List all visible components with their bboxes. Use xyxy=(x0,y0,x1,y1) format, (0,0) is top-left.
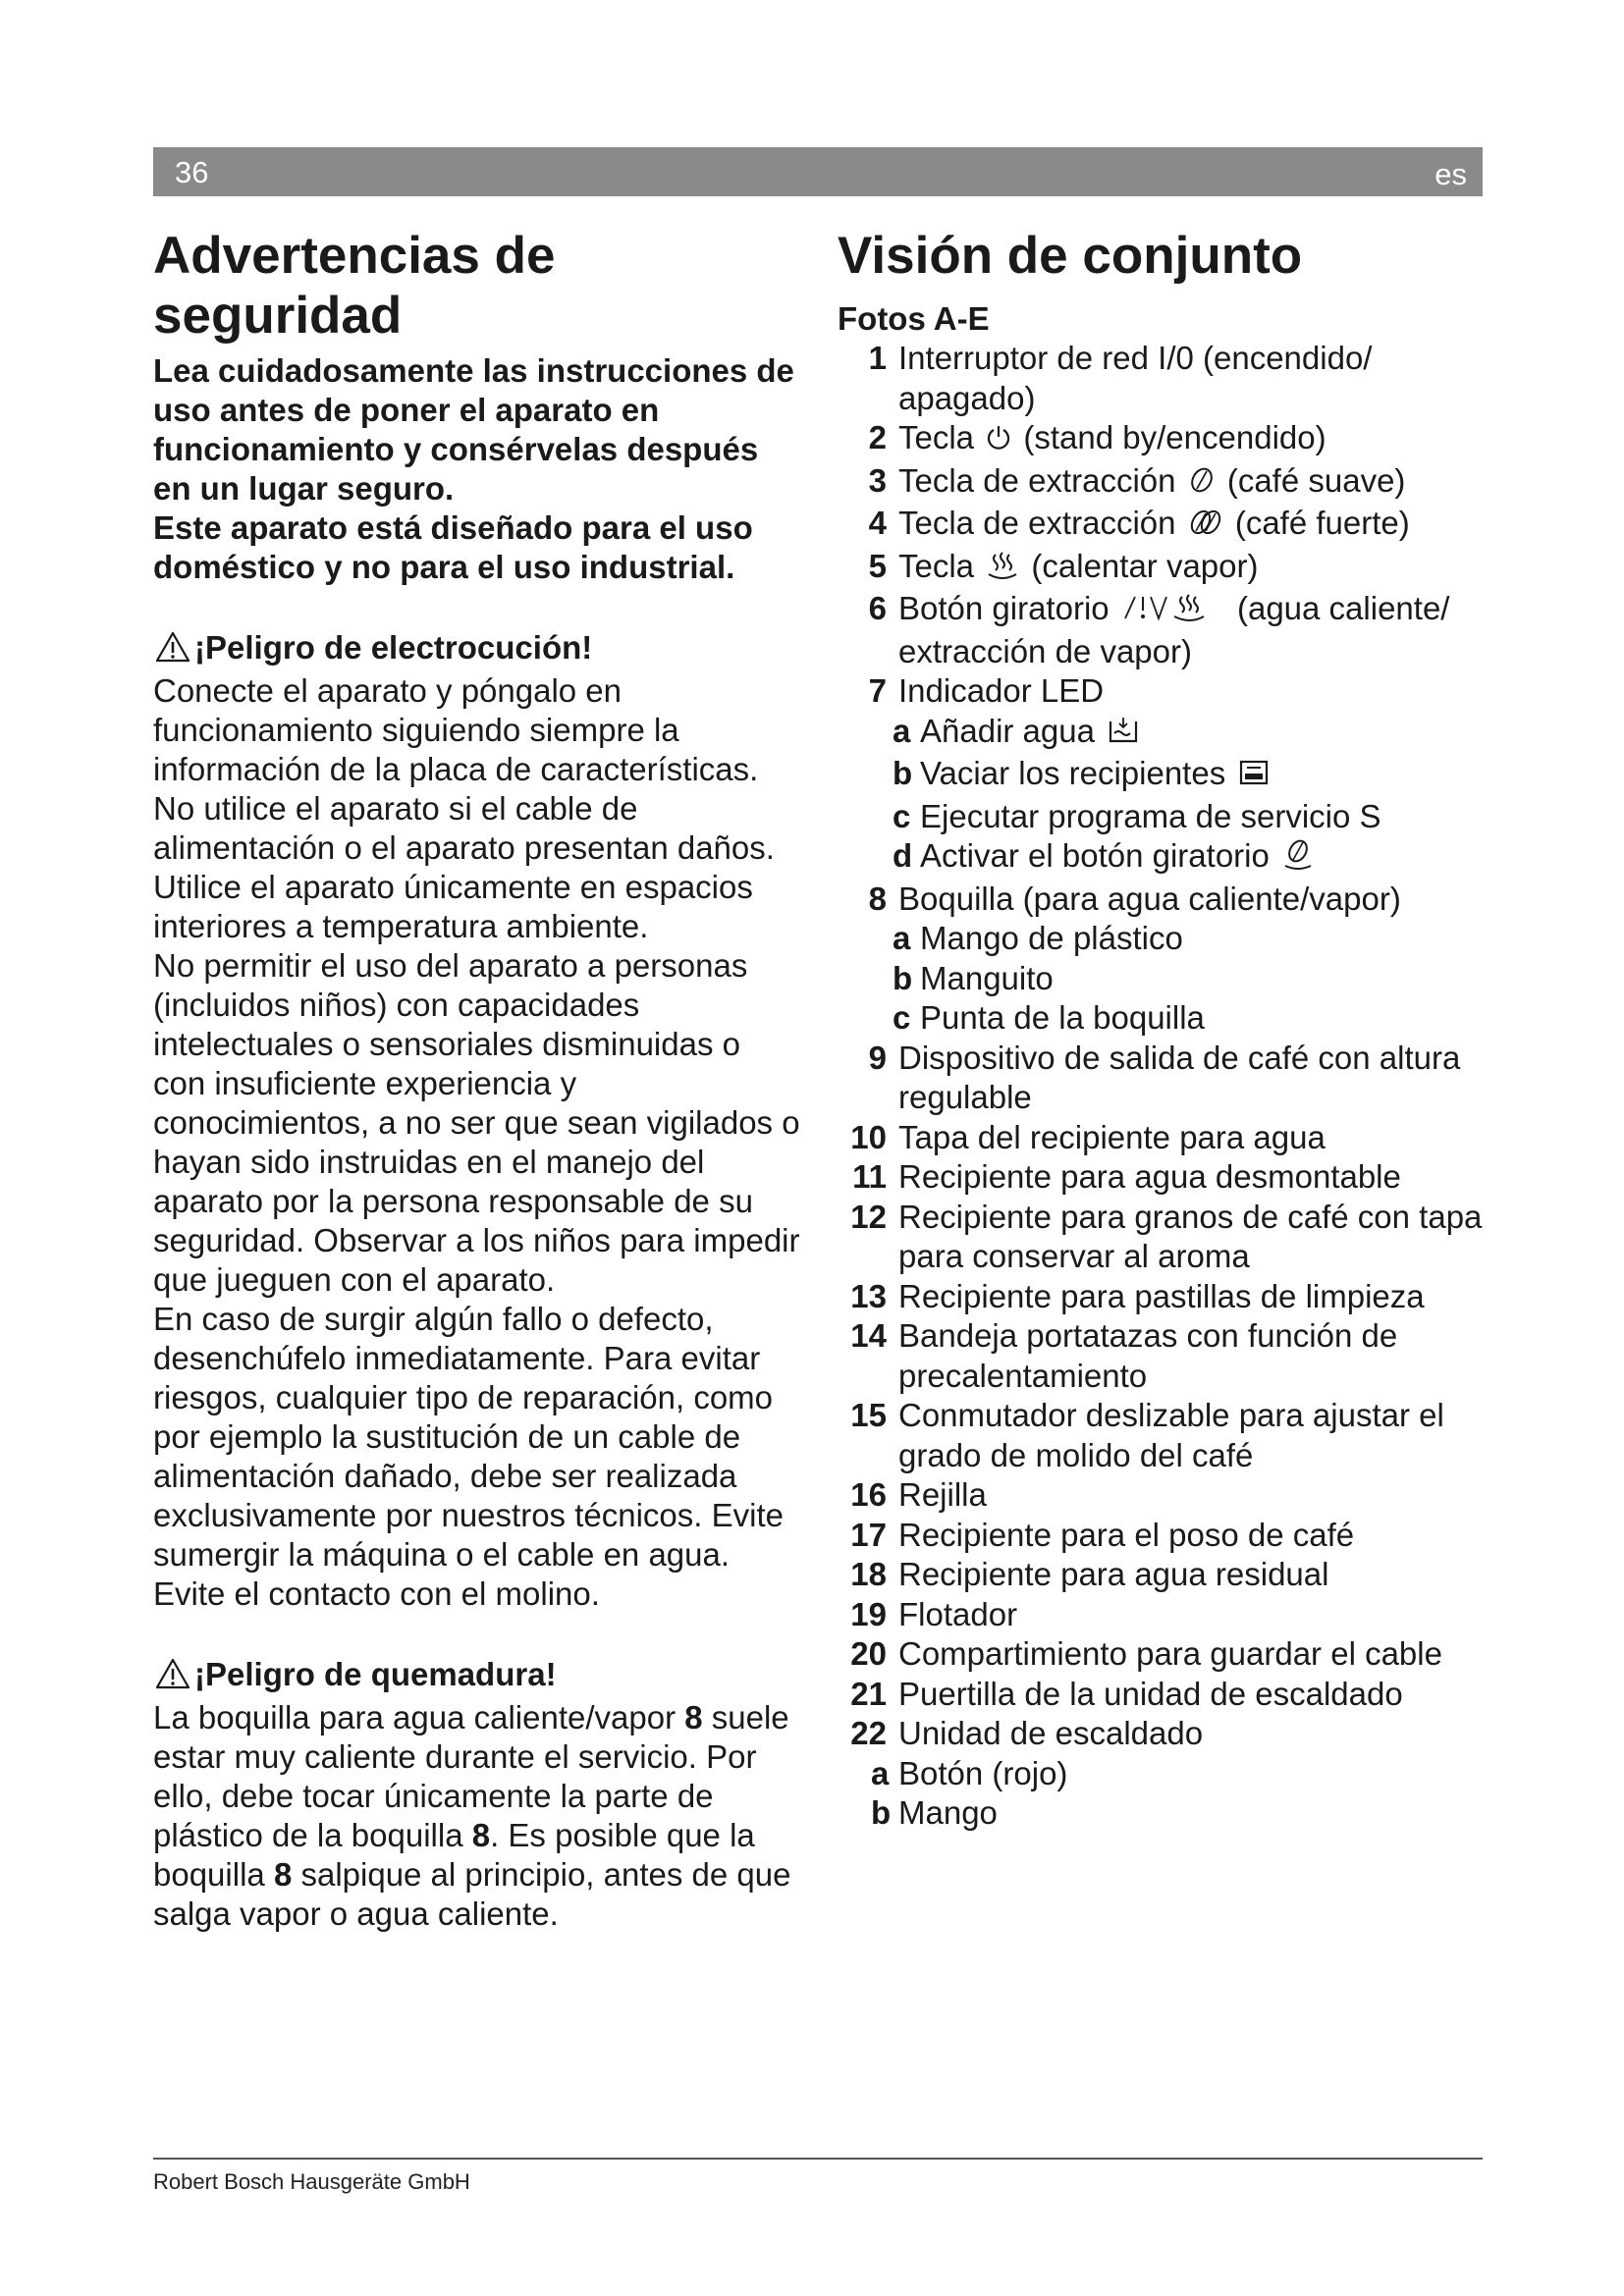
sub-item-text: Mango xyxy=(898,1794,998,1831)
list-item xyxy=(838,547,1505,590)
item-number: 13 xyxy=(850,1277,887,1314)
burn-warning-title xyxy=(153,1655,801,1698)
page-header-bar xyxy=(153,147,1483,196)
burn-paragraph: La boquilla para agua caliente/vapor 8 suele estar muy caliente durante el servicio. Por ello, debe tocar únicamente la parte de plástico de la boquilla 8. Es posible que la boquilla 8 salpique al principio, antes de que salga vapor o agua caliente. xyxy=(153,1699,791,1932)
burn-title-text: ¡Peligro de quemadura! xyxy=(194,1656,557,1692)
list-item xyxy=(838,1675,1505,1715)
steam-icon xyxy=(986,550,1019,590)
list-item xyxy=(838,1714,1505,1754)
part-reference: 8 xyxy=(471,1817,491,1853)
safety-title: Advertencias de seguridad xyxy=(153,227,556,345)
warning-triangle-icon xyxy=(155,1658,190,1698)
photos-label: Fotos A-E xyxy=(838,300,990,337)
sub-list-item xyxy=(838,1754,1505,1794)
safety-warnings-column xyxy=(153,226,801,1934)
item-number: 4 xyxy=(868,505,887,541)
item-number: 15 xyxy=(850,1397,887,1433)
sub-item-letter: b xyxy=(893,755,913,791)
item-text: Flotador xyxy=(898,1595,1018,1632)
item-text: Bandeja portatazas con función de precalentamiento xyxy=(898,1317,1398,1394)
sub-item-text: Ejecutar programa de servicio S xyxy=(920,797,1381,834)
list-item xyxy=(838,671,1505,712)
sub-item-letter: a xyxy=(871,1754,890,1791)
service-symbol: S xyxy=(1359,797,1381,834)
sub-item-text: Botón (rojo) xyxy=(898,1754,1068,1791)
list-item xyxy=(838,1595,1505,1635)
sub-item-text: Vaciar los recipientes xyxy=(920,754,1505,797)
item-number: 2 xyxy=(868,419,887,455)
electrocution-paragraph: En caso de surgir algún fallo o defecto, desenchúfelo inmediatamente. Para evitar riesgos, cualquier tipo de reparación, como por ejemplo la sustitución de un cable de alimentación dañado, debe ser realizada exclusivamente por nuestros técnicos. Evite sumergir la máquina o el cable en agua. Evite el contacto con el molino. xyxy=(153,1301,784,1612)
item-text: Tapa del recipiente para agua xyxy=(898,1118,1326,1155)
item-text: Recipiente para agua residual xyxy=(898,1556,1329,1592)
list-item xyxy=(838,1516,1505,1556)
item-number: 19 xyxy=(850,1595,887,1632)
sub-list-item xyxy=(838,836,1505,880)
page-number: 36 xyxy=(175,155,209,189)
item-text: Dispositivo de salida de café con altura regulable xyxy=(898,1039,1461,1115)
sub-list-item xyxy=(838,959,1505,999)
part-reference: 8 xyxy=(684,1699,703,1735)
electrocution-warning-title xyxy=(153,628,801,671)
item-text: Tecla de extracción (café suave) xyxy=(898,461,1505,505)
sub-item-text: Mango de plástico xyxy=(920,920,1183,956)
overview-column xyxy=(838,226,1505,1834)
sub-list-item xyxy=(838,797,1505,837)
hot-water-steam-dial-icon xyxy=(1121,592,1225,632)
footer-divider xyxy=(153,2158,1483,2160)
item-text: Boquilla (para agua caliente/vapor) xyxy=(898,880,1401,917)
warning-triangle-icon xyxy=(155,631,190,671)
item-text: Puertilla de la unidad de escaldado xyxy=(898,1675,1403,1712)
item-text: Recipiente para agua desmontable xyxy=(898,1158,1401,1195)
item-number: 9 xyxy=(868,1039,887,1076)
sub-item-letter: c xyxy=(893,999,911,1036)
item-text: Compartimiento para guardar el cable xyxy=(898,1635,1442,1672)
electrocution-paragraph: Conecte el aparato y póngalo en funcionamiento siguiendo siempre la información de la placa de características. No utilice el aparato si el cable de alimentación o el aparato presentan daños. Utilice el aparato únicamente en espacios interiores a temperatura ambiente. xyxy=(153,672,775,944)
item-number: 3 xyxy=(868,461,887,499)
item-text: Recipiente para granos de café con tapa para conservar al aroma xyxy=(898,1198,1483,1274)
part-reference: 8 xyxy=(273,1856,293,1893)
item-text: Tecla (stand by/encendido) xyxy=(898,418,1505,461)
item-number: 7 xyxy=(868,672,887,709)
sub-item-letter: b xyxy=(893,959,913,996)
list-item xyxy=(838,1555,1505,1595)
list-item xyxy=(838,1157,1505,1198)
list-item xyxy=(838,1316,1505,1396)
item-number: 14 xyxy=(850,1317,887,1354)
list-item xyxy=(838,1198,1505,1277)
strong-coffee-beans-icon xyxy=(1188,507,1223,547)
sub-item-letter: c xyxy=(893,797,911,834)
activate-dial-icon xyxy=(1281,838,1315,880)
item-text: Botón giratorio (agua caliente/ extracción de vapor) xyxy=(898,590,1450,669)
item-number: 18 xyxy=(850,1556,887,1592)
item-text: Recipiente para pastillas de limpieza xyxy=(898,1277,1425,1314)
list-item xyxy=(838,461,1505,505)
item-number: 12 xyxy=(850,1198,887,1235)
sub-item-letter: a xyxy=(893,920,911,956)
sub-item-text: Activar el botón giratorio xyxy=(920,836,1505,880)
language-code: es xyxy=(1435,157,1467,191)
list-item xyxy=(838,1634,1505,1675)
mild-coffee-bean-icon xyxy=(1188,464,1216,505)
item-number: 6 xyxy=(868,590,887,626)
sub-list-item xyxy=(838,754,1505,797)
sub-list-item xyxy=(838,998,1505,1039)
item-text: Interruptor de red I/0 (encendido/ apagado) xyxy=(898,340,1373,416)
item-number: 21 xyxy=(850,1675,887,1712)
add-water-icon xyxy=(1107,715,1140,755)
sub-item-text: Punta de la boquilla xyxy=(920,999,1205,1036)
list-item xyxy=(838,1475,1505,1516)
item-text: Tecla de extracción (café fuerte) xyxy=(898,504,1505,547)
item-number: 8 xyxy=(868,880,887,917)
electrocution-paragraph: No permitir el uso del aparato a personas (incluidos niños) con capacidades intelectuales o sensoriales disminuidas o con insuficiente experiencia y conocimientos, a no ser que sean vigilados o hayan sido instruidas en el manejo del aparato por la persona responsable de su seguridad. Observar a los niños para impedir que jueguen con el aparato. xyxy=(153,947,800,1298)
item-number: 5 xyxy=(868,547,887,584)
parts-list xyxy=(838,339,1505,1834)
item-text: Recipiente para el poso de café xyxy=(898,1516,1355,1553)
sub-item-letter: a xyxy=(893,712,911,749)
sub-item-letter: b xyxy=(871,1794,892,1831)
intro-paragraph: Lea cuidadosamente las instrucciones de uso antes de poner el aparato en funcionamiento y consérvelas después en un lugar seguro. xyxy=(153,352,794,507)
list-item xyxy=(838,1118,1505,1158)
electrocution-title-text: ¡Peligro de electrocución! xyxy=(194,629,593,666)
list-item xyxy=(838,339,1505,418)
list-item xyxy=(838,504,1505,547)
item-number: 10 xyxy=(850,1118,887,1155)
list-item xyxy=(838,1039,1505,1118)
item-text: Unidad de escaldado xyxy=(898,1715,1204,1751)
overview-title: Visión de conjunto xyxy=(838,227,1303,285)
sub-item-letter: d xyxy=(893,837,913,874)
sub-item-text: Añadir agua xyxy=(920,712,1505,755)
item-number: 1 xyxy=(868,340,887,376)
intro-paragraph: Este aparato está diseñado para el uso doméstico y no para el uso industrial. xyxy=(153,509,753,585)
list-item xyxy=(838,1396,1505,1475)
item-text: Indicador LED xyxy=(898,672,1105,709)
item-text: Conmutador deslizable para ajustar el grado de molido del café xyxy=(898,1397,1444,1473)
item-number: 22 xyxy=(850,1715,887,1751)
power-icon xyxy=(986,421,1011,461)
list-item xyxy=(838,589,1505,671)
sub-item-text: Manguito xyxy=(920,959,1054,996)
sub-list-item xyxy=(838,919,1505,959)
item-number: 20 xyxy=(850,1635,887,1672)
item-number: 16 xyxy=(850,1476,887,1513)
empty-containers-icon xyxy=(1237,757,1271,797)
item-text: Rejilla xyxy=(898,1476,987,1513)
intro-text xyxy=(153,351,801,587)
list-item xyxy=(838,418,1505,461)
item-text: Tecla (calentar vapor) xyxy=(898,547,1505,590)
item-number: 11 xyxy=(852,1158,887,1195)
list-item xyxy=(838,880,1505,920)
sub-list-item xyxy=(838,1793,1505,1834)
item-number: 17 xyxy=(850,1516,887,1553)
footer-company: Robert Bosch Hausgeräte GmbH xyxy=(153,2169,470,2194)
list-item xyxy=(838,1277,1505,1317)
sub-list-item xyxy=(838,712,1505,755)
